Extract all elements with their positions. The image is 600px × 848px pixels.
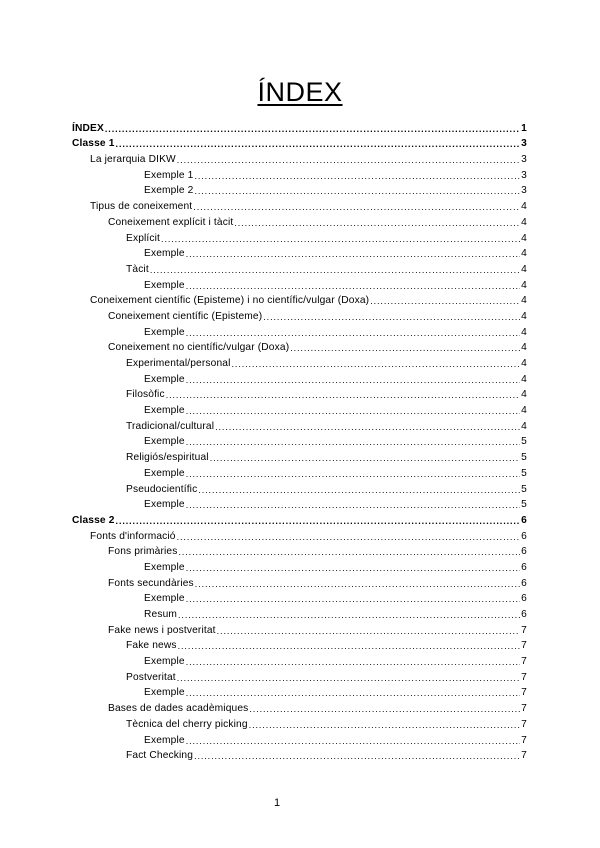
toc-entry-label: Fonts secundàries <box>108 577 194 589</box>
toc-entry-page: 7 <box>521 718 527 730</box>
toc-leader-dots <box>186 656 520 668</box>
page-title: ÍNDEX <box>257 77 343 107</box>
toc-entry-page: 4 <box>521 295 527 307</box>
toc-entry-page: 4 <box>521 342 527 354</box>
toc-leader-dots <box>186 405 520 417</box>
toc-entry-label: Religiós/espiritual <box>126 452 209 464</box>
toc-leader-dots <box>116 515 521 527</box>
toc-leader-dots <box>177 154 520 166</box>
toc-entry-label: Exemple <box>144 734 185 746</box>
toc-entry-label: Fons primàries <box>108 546 178 558</box>
toc-entry[interactable] <box>72 480 527 496</box>
toc-entry-page: 4 <box>521 420 527 432</box>
toc-entry[interactable] <box>72 370 527 386</box>
toc-leader-dots <box>215 421 520 433</box>
toc-entry-label: Pseudocientífic <box>126 483 198 495</box>
toc-entry-label: Exemple <box>144 499 185 511</box>
toc-leader-dots <box>186 468 520 480</box>
toc-entry[interactable] <box>72 637 527 653</box>
toc-entry-page: 6 <box>521 561 527 573</box>
toc-entry-page: 6 <box>521 546 527 558</box>
toc-entry-page: 4 <box>521 216 527 228</box>
toc-entry-label: Exemple <box>144 279 185 291</box>
toc-leader-dots <box>249 703 520 715</box>
toc-entry-label: Coneixement no científic/vulgar (Doxa) <box>108 342 290 354</box>
toc-entry-page: 6 <box>521 593 527 605</box>
toc-entry-label: Exemple <box>144 405 185 417</box>
toc-leader-dots <box>177 672 520 684</box>
toc-entry-label: Exemple <box>144 593 185 605</box>
toc-entry-label: Exemple <box>144 436 185 448</box>
toc-entry-page: 4 <box>521 373 527 385</box>
toc-leader-dots <box>105 123 520 135</box>
toc-entry-label: La jerarquia DIKW <box>90 154 176 166</box>
toc-entry-label: Exemple 2 <box>144 185 194 197</box>
toc-entry[interactable] <box>72 543 527 559</box>
toc-entry-page: 4 <box>521 389 527 401</box>
toc-entry[interactable] <box>72 731 527 747</box>
toc-entry[interactable] <box>72 668 527 684</box>
toc-entry-label: Fonts d'informació <box>90 530 176 542</box>
toc-leader-dots <box>234 217 520 229</box>
toc-entry-page: 7 <box>521 734 527 746</box>
toc-entry[interactable] <box>72 417 527 433</box>
toc-entry-page: 7 <box>521 703 527 715</box>
toc-entry-label: Experimental/personal <box>126 358 231 369</box>
toc-entry[interactable] <box>72 245 527 261</box>
toc-entry-label: Classe 2 <box>72 514 115 526</box>
toc-entry[interactable] <box>72 621 527 637</box>
toc-leader-dots <box>150 264 520 276</box>
toc-entry-page: 5 <box>521 499 527 511</box>
toc-entry[interactable] <box>72 119 527 135</box>
toc-entry-label: Exemple <box>144 248 185 260</box>
toc-entry-label: Coneixement científic (Episteme) i no científic/vulgar (Doxa) <box>90 295 370 307</box>
toc-entry-label: Exemple <box>144 687 185 699</box>
toc-entry-page: 4 <box>521 248 527 260</box>
toc-entry[interactable] <box>72 574 527 590</box>
toc-entry-label: Exemple <box>144 656 185 668</box>
toc-entry-label: Exemple <box>144 373 185 385</box>
toc-leader-dots <box>178 640 521 652</box>
toc-leader-dots <box>161 233 520 245</box>
toc-entry-label: Tradicional/cultural <box>126 420 215 432</box>
toc-entry-label: Tipus de coneixement <box>90 201 193 213</box>
toc-entry[interactable] <box>72 511 527 527</box>
toc-entry[interactable] <box>72 323 527 339</box>
toc-entry[interactable] <box>72 558 527 574</box>
toc-leader-dots <box>232 358 521 370</box>
toc-entry-page: 3 <box>521 138 527 150</box>
toc-entry[interactable] <box>72 260 527 276</box>
toc-entry-page: 1 <box>521 122 527 134</box>
toc-entry-label: Fake news <box>126 640 177 652</box>
toc-leader-dots <box>186 327 520 339</box>
toc-entry-page: 3 <box>521 154 527 166</box>
toc-leader-dots <box>194 185 520 197</box>
toc-leader-dots <box>186 735 520 747</box>
page-number: 1 <box>274 797 281 809</box>
toc-entry-page: 4 <box>521 201 527 213</box>
toc-entry[interactable] <box>72 684 527 700</box>
toc-entry-page: 7 <box>521 750 527 762</box>
toc-leader-dots <box>186 499 520 511</box>
toc-entry-page: 3 <box>521 185 527 197</box>
toc-entry-label: Coneixement científic (Episteme) <box>108 310 263 322</box>
toc-entry[interactable] <box>72 652 527 668</box>
toc-entry[interactable] <box>72 590 527 606</box>
toc-entry[interactable] <box>72 464 527 480</box>
toc-entry-page: 4 <box>521 263 527 275</box>
toc-entry[interactable] <box>72 747 527 763</box>
toc-entry[interactable] <box>72 166 527 182</box>
toc-entry-label: Exemple <box>144 467 185 479</box>
toc-leader-dots <box>210 452 520 464</box>
toc-entry-page: 4 <box>521 279 527 291</box>
table-of-contents <box>72 119 527 762</box>
toc-entry[interactable] <box>72 150 527 166</box>
toc-entry[interactable] <box>72 715 527 731</box>
toc-entry-label: Exemple <box>144 561 185 573</box>
toc-leader-dots <box>186 687 520 699</box>
toc-entry[interactable] <box>72 605 527 621</box>
toc-entry[interactable] <box>72 448 527 464</box>
toc-entry[interactable] <box>72 339 527 355</box>
toc-entry-page: 4 <box>521 405 527 417</box>
toc-entry[interactable] <box>72 213 527 229</box>
toc-leader-dots <box>186 374 520 386</box>
toc-leader-dots <box>195 578 520 590</box>
toc-entry[interactable] <box>72 354 527 370</box>
toc-entry-page: 4 <box>521 358 527 369</box>
toc-entry-page: 7 <box>521 656 527 668</box>
toc-entry-page: 5 <box>521 452 527 464</box>
toc-entry[interactable] <box>72 386 527 402</box>
toc-leader-dots <box>186 562 520 574</box>
toc-leader-dots <box>186 436 520 448</box>
toc-entry-label: Explícit <box>126 232 161 244</box>
toc-leader-dots <box>198 484 520 496</box>
toc-entry[interactable] <box>72 292 527 308</box>
toc-entry-page: 6 <box>521 514 527 526</box>
toc-leader-dots <box>194 750 520 762</box>
toc-leader-dots <box>193 201 520 213</box>
toc-entry-page: 4 <box>521 326 527 338</box>
toc-entry-page: 5 <box>521 483 527 495</box>
toc-leader-dots <box>194 170 520 182</box>
toc-entry-label: Tàcit <box>126 263 149 275</box>
toc-leader-dots <box>177 531 521 543</box>
toc-entry-label: Bases de dades acadèmiques <box>108 703 249 715</box>
toc-leader-dots <box>290 342 520 354</box>
toc-entry-label: Postveritat <box>126 671 176 683</box>
toc-entry-label: Filosòfic <box>126 389 165 401</box>
toc-entry-page: 6 <box>521 609 527 620</box>
toc-entry-label: ÍNDEX <box>72 122 104 134</box>
toc-leader-dots <box>186 280 520 292</box>
toc-leader-dots <box>217 625 521 637</box>
toc-leader-dots <box>166 389 520 401</box>
toc-leader-dots <box>249 719 520 731</box>
toc-entry-page: 7 <box>521 624 527 636</box>
toc-entry-page: 6 <box>521 577 527 589</box>
toc-entry-label: Fact Checking <box>126 750 194 762</box>
toc-entry-page: 5 <box>521 467 527 479</box>
toc-entry-label: Classe 1 <box>72 138 115 150</box>
toc-entry[interactable] <box>72 496 527 512</box>
toc-leader-dots <box>178 546 520 558</box>
toc-entry-page: 7 <box>521 640 527 652</box>
toc-entry[interactable] <box>72 401 527 417</box>
toc-entry[interactable] <box>72 276 527 292</box>
toc-leader-dots <box>186 248 520 260</box>
toc-entry-page: 5 <box>521 436 527 448</box>
toc-entry-label: Resum <box>144 609 178 620</box>
toc-entry[interactable] <box>72 433 527 449</box>
toc-entry[interactable] <box>72 182 527 198</box>
toc-leader-dots <box>186 593 520 605</box>
toc-entry[interactable] <box>72 699 527 715</box>
toc-entry-label: Fake news i postveritat <box>108 624 216 636</box>
toc-leader-dots <box>263 311 520 323</box>
toc-entry[interactable] <box>72 229 527 245</box>
toc-entry-page: 7 <box>521 671 527 683</box>
toc-entry-page: 3 <box>521 169 527 181</box>
toc-entry-page: 4 <box>521 232 527 244</box>
toc-entry[interactable] <box>72 527 527 543</box>
toc-entry-label: Coneixement explícit i tàcit <box>108 216 234 228</box>
toc-entry[interactable] <box>72 197 527 213</box>
toc-entry-label: Tècnica del cherry picking <box>126 718 248 730</box>
toc-entry-label: Exemple 1 <box>144 169 194 181</box>
toc-leader-dots <box>178 609 520 621</box>
toc-entry-label: Exemple <box>144 326 185 338</box>
toc-leader-dots <box>116 138 521 150</box>
toc-leader-dots <box>370 295 520 307</box>
toc-entry-page: 7 <box>521 687 527 699</box>
toc-entry-page: 6 <box>521 530 527 542</box>
toc-entry[interactable] <box>72 135 527 151</box>
toc-entry-page: 4 <box>521 310 527 322</box>
toc-entry[interactable] <box>72 307 527 323</box>
